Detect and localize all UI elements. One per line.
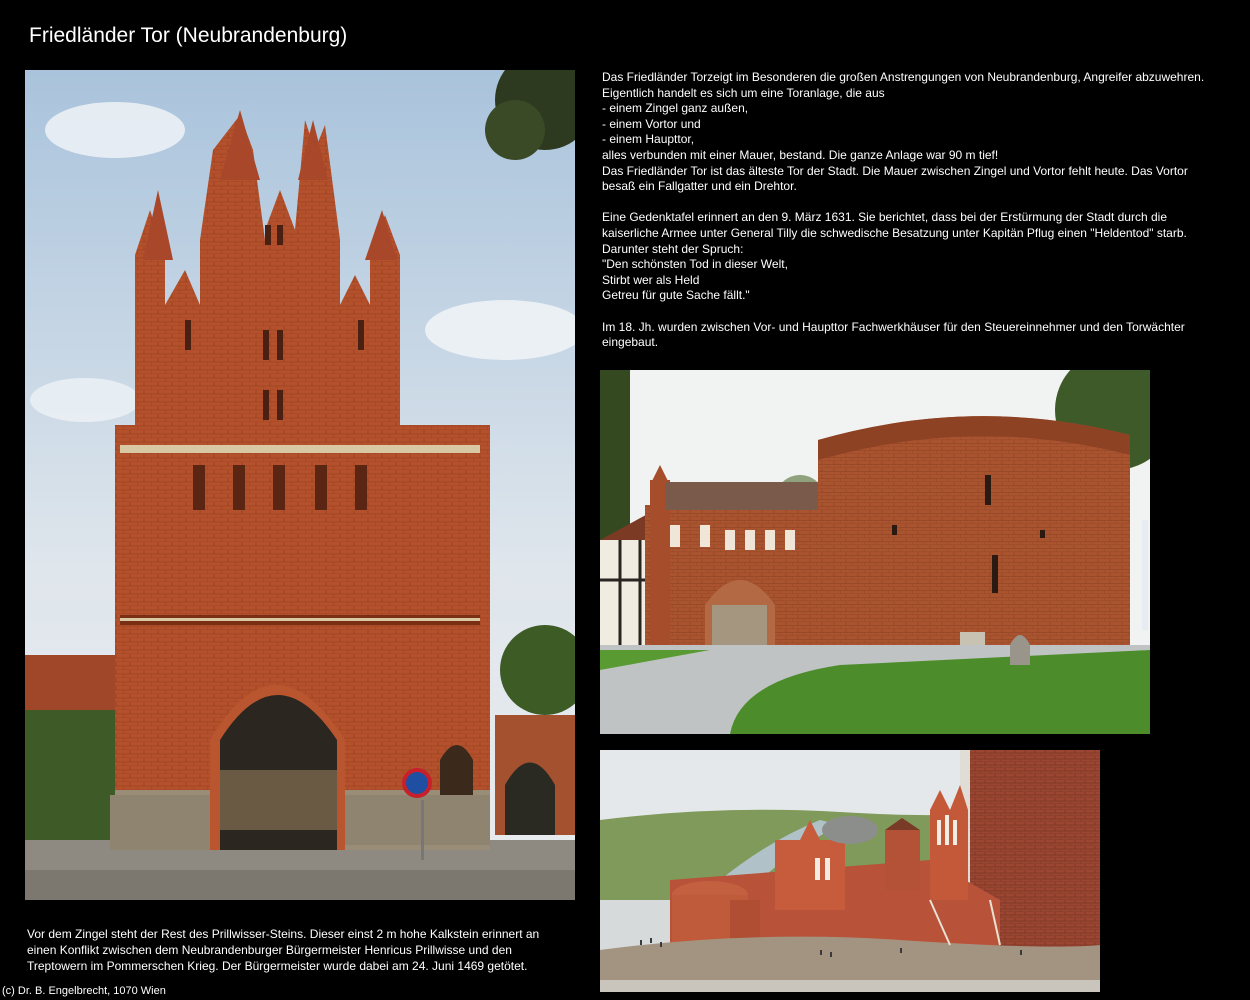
description-line: Eine Gedenktafel erinnert an den 9. März 1631. Sie berichtet, dass bei der Erstürmung der Stadt durch die (602, 210, 1167, 225)
description-line: besaß ein Fallgatter und ein Drehtor. (602, 179, 797, 194)
description-line: - einem Zingel ganz außen, (602, 101, 749, 116)
paragraph-gap (602, 195, 1232, 211)
tower-illustration (600, 370, 1150, 734)
photo-caption (27, 926, 567, 974)
description-line: "Den schönsten Tod in dieser Welt, (602, 257, 788, 272)
description-line: alles verbunden mit einer Mauer, bestand. Die ganze Anlage war 90 m tief! (602, 147, 999, 162)
page-title: Friedländer Tor (Neubrandenburg) (29, 24, 348, 47)
description-line: - einem Haupttor, (602, 132, 695, 147)
gate-illustration (25, 70, 575, 900)
copyright-notice: (c) Dr. B. Engelbrecht, 1070 Wien (2, 985, 166, 997)
description-line: eingebaut. (602, 335, 659, 350)
caption-line: einen Konflikt zwischen dem Neubrandenburger Bürgermeister Henricus Prillwisse und den (27, 943, 512, 957)
description-text (602, 70, 1232, 351)
caption-line: Treptowern im Pommerschen Krieg. Der Bürgermeister wurde dabei am 24. Juni 1469 getötet. (27, 959, 528, 973)
description-line: Eigentlich handelt es sich um eine Toranlage, die aus (602, 85, 885, 100)
diorama-illustration (600, 750, 1100, 992)
description-line: kaiserliche Armee unter General Tilly die schwedische Besatzung unter Kapitän Pflug einen "Heldentod" starb. (602, 225, 1187, 240)
description-line: Im 18. Jh. wurden zwischen Vor- und Haupttor Fachwerkhäuser für den Steuereinnehmer und den Torwächter (602, 319, 1185, 334)
paragraph-gap (602, 304, 1232, 320)
description-line: Getreu für gute Sache fällt." (602, 288, 750, 303)
description-line: - einem Vortor und (602, 116, 701, 131)
caption-line: Vor dem Zingel steht der Rest des Prillwisser-Steins. Dieser einst 2 m hohe Kalkstein erinnert an (27, 927, 540, 941)
description-line: Das Friedländer Tor ist das älteste Tor der Stadt. Die Mauer zwischen Zingel und Vortor fehlt heute. Das Vortor (602, 163, 1188, 178)
tower-photo (600, 370, 1150, 734)
description-line: Das Friedländer Torzeigt im Besonderen die großen Anstrengungen von Neubrandenburg, Angreifer abzuwehren. (602, 70, 1205, 84)
gate-photo (25, 70, 575, 900)
description-line: Darunter steht der Spruch: (602, 241, 744, 256)
diorama-photo (600, 750, 1100, 992)
description-line: Stirbt wer als Held (602, 272, 700, 287)
